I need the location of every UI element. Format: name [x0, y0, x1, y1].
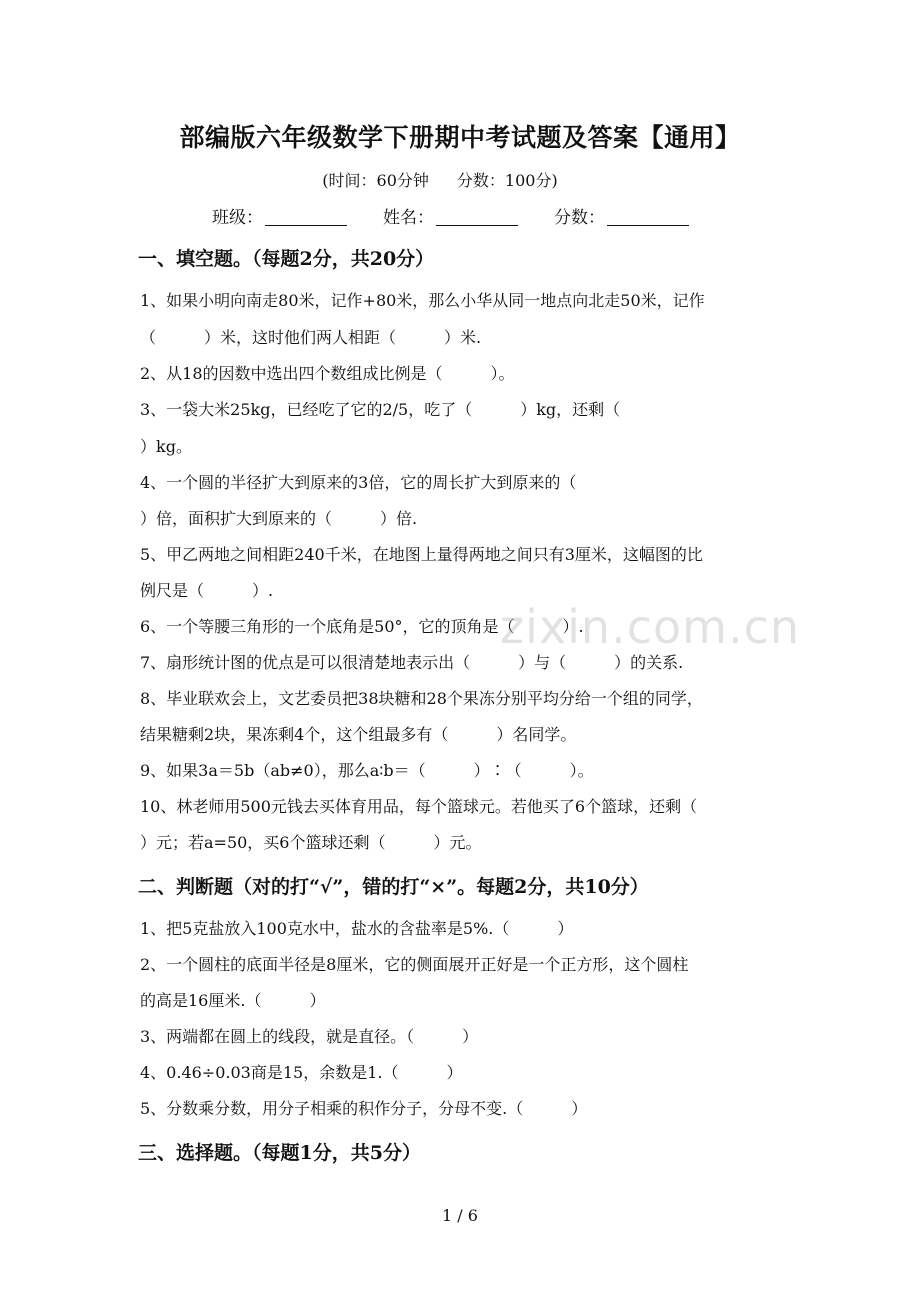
score-field[interactable] — [554, 203, 689, 228]
question-line: 2、一个圆柱的底面半径是8厘米，它的侧面展开正好是一个正方形，这个圆柱 — [140, 955, 689, 974]
question-line: 2、从18的因数中选出四个数组成比例是（ ）。 — [140, 364, 515, 383]
question-line: 3、两端都在圆上的线段，就是直径。（ ） — [140, 1027, 479, 1046]
question-line: 8、毕业联欢会上，文艺委员把38块糖和28个果冻分别平均分给一个组的同学， — [140, 689, 703, 708]
question-line: 的高是16厘米.（ ） — [140, 991, 326, 1010]
question-line: 1、如果小明向南走80米，记作+80米，那么小华从同一地点向北走50米，记作 — [140, 291, 705, 310]
section-heading-multiple-choice: 三、选择题。（每题1分，共5分） — [138, 1142, 421, 1164]
class-field[interactable] — [212, 203, 347, 228]
question-line: 6、一个等腰三角形的一个底角是50°，它的顶角是（ ）. — [140, 617, 584, 636]
name-label: 姓名： — [383, 208, 434, 228]
question-line: 结果糖剩2块，果冻剩4个，这个组最多有（ ）名同学。 — [140, 725, 577, 744]
question-line: 4、一个圆的半径扩大到原来的3倍，它的周长扩大到原来的（ — [140, 473, 577, 492]
question-line: ）元；若a=50，买6个篮球还剩（ ）元。 — [140, 833, 482, 852]
page-number: 1 / 6 — [442, 1206, 478, 1225]
class-label: 班级： — [212, 208, 263, 228]
question-line: 5、甲乙两地之间相距240千米，在地图上量得两地之间只有3厘米，这幅图的比 — [140, 545, 703, 564]
score-blank[interactable] — [607, 207, 689, 226]
name-blank[interactable] — [436, 207, 518, 226]
question-line: 10、林老师用500元钱去买体育用品，每个篮球元。若他买了6个篮球，还剩（ — [140, 797, 698, 816]
question-line: 4、0.46÷0.03商是15，余数是1.（ ） — [140, 1063, 463, 1082]
section-heading-true-false: 二、判断题（对的打“√”，错的打“×”。每题2分，共10分） — [138, 876, 649, 898]
student-info-row — [212, 203, 689, 228]
section-heading-fill-blank: 一、填空题。（每题2分，共20分） — [138, 248, 435, 270]
class-blank[interactable] — [265, 207, 347, 226]
name-field[interactable] — [383, 203, 518, 228]
question-line: ）kg。 — [140, 437, 192, 456]
score-label: 分数： — [554, 208, 605, 228]
question-line: 3、一袋大米25kg，已经吃了它的2/5，吃了（ ）kg，还剩（ — [140, 400, 621, 419]
exam-meta — [0, 168, 880, 191]
question-line: 7、扇形统计图的优点是可以很清楚地表示出（ ）与（ ）的关系. — [140, 653, 684, 672]
question-line: ）倍，面积扩大到原来的（ ）倍. — [140, 509, 418, 528]
watermark-text: zixin.com.cn — [500, 600, 801, 654]
exam-total-score: 分数：100分) — [456, 171, 558, 190]
question-line: 9、如果3a＝5b（ab≠0），那么a∶b＝（ ）∶（ ）。 — [140, 761, 594, 780]
question-line: （ ）米，这时他们两人相距（ ）米. — [140, 328, 482, 347]
document-title: 部编版六年级数学下册期中考试题及答案【通用】 — [179, 123, 741, 152]
question-line: 1、把5克盐放入100克水中，盐水的含盐率是5%.（ ） — [140, 919, 574, 938]
question-line: 例尺是（ ）. — [140, 581, 274, 600]
question-line: 5、分数乘分数，用分子相乘的积作分子，分母不变.（ ） — [140, 1099, 588, 1118]
exam-time: (时间：60分钟 — [322, 171, 429, 190]
